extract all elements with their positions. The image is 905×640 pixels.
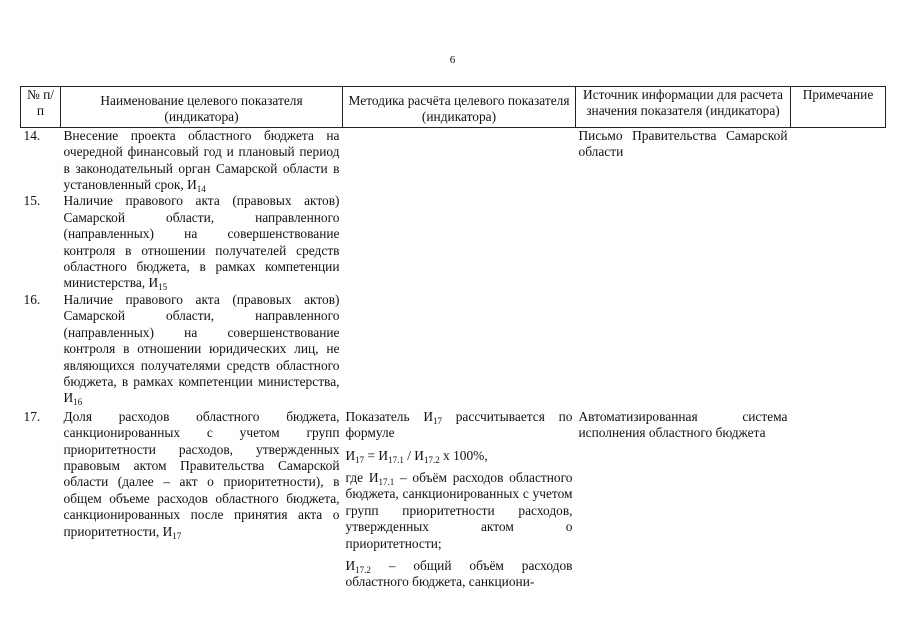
indicators-table	[20, 86, 886, 591]
formula-part: И	[345, 447, 356, 463]
definition-subscript: 17.2	[355, 564, 371, 575]
indicator-subscript: 17	[172, 530, 182, 541]
indicator-name-text: Внесение проекта областного бюджета на очередной финансовый год и плановый период в законодательный орган Самарской области в установленный срок, И	[63, 127, 340, 193]
row-number: 15.	[23, 193, 41, 209]
header-name: Наименование целевого показателя (индикатора)	[61, 87, 343, 128]
definition-text: И	[345, 557, 356, 573]
header-num: № п/п	[21, 87, 61, 128]
header-note: Примечание	[791, 87, 886, 128]
method-definition-2	[346, 558, 573, 591]
method-cell	[343, 292, 576, 407]
formula-part: x 100%,	[439, 447, 488, 463]
indicator-name-text: Доля расходов областного бюджета, санкционированных с учетом групп приоритетности расходов, утвержденных правовым актом Правительства Самарской области (далее – акт о приоритетности), в общем объеме расходов областного бюджета, санкционированных после принятия акта о приоритетности, И	[63, 408, 340, 539]
method-subscript: 17	[433, 415, 442, 426]
header-method: Методика расчёта целевого показателя (индикатора)	[343, 87, 576, 128]
header-source: Источник информации для расчета значения показателя (индикатора)	[576, 87, 791, 128]
indicator-subscript: 14	[196, 184, 206, 195]
indicator-name	[61, 407, 343, 591]
indicator-subscript: 16	[73, 397, 83, 408]
note-cell	[791, 193, 886, 291]
method-formula	[346, 448, 573, 464]
note-cell	[791, 407, 886, 591]
source-cell	[576, 292, 791, 407]
note-cell	[791, 292, 886, 407]
definition-text: – общий объём расходов областного бюджета, санкциони-	[345, 557, 573, 590]
page-number: 6	[449, 54, 456, 66]
method-cell	[343, 407, 576, 591]
row-number: 17.	[23, 408, 41, 424]
method-intro	[346, 409, 573, 442]
formula-part: = И	[364, 447, 389, 463]
table-row	[21, 407, 886, 591]
source-cell	[576, 193, 791, 291]
method-intro-text: Показатель И	[345, 408, 433, 424]
formula-part: / И	[403, 447, 424, 463]
method-cell	[343, 127, 576, 193]
indicator-subscript: 15	[158, 282, 168, 293]
table-header-row	[21, 87, 886, 128]
indicator-name-text: Наличие правового акта (правовых актов) Самарской области, направленного (направленных) на совершенствование контроля в отношении получателей средств областного бюджета, в рамках компетенции министерства, И	[63, 193, 340, 291]
formula-subscript: 17	[355, 454, 365, 465]
formula-subscript: 17.1	[388, 454, 404, 465]
row-number: 16.	[23, 291, 41, 307]
indicator-name	[61, 292, 343, 407]
note-cell	[791, 127, 886, 193]
method-cell	[343, 193, 576, 291]
formula-subscript: 17.2	[423, 454, 440, 465]
row-number: 14.	[23, 127, 41, 143]
source-cell: Письмо Правительства Самарской области	[578, 127, 788, 160]
definition-text: где И	[345, 469, 379, 485]
method-definition-1	[346, 470, 573, 552]
definition-subscript: 17.1	[378, 476, 395, 487]
table-row	[21, 127, 886, 193]
indicator-name	[61, 193, 343, 291]
definition-text: – объём расходов областного бюджета, санкционированных с учетом групп приоритетности расходов, утвержденных актом о приоритетности;	[345, 469, 573, 551]
method-intro-text: рассчитывается по формуле	[345, 408, 573, 441]
indicator-name-text: Наличие правового акта (правовых актов) Самарской области, направленного (направленных) на совершенствование контроля в отношении юридических лиц, не являющихся получателями средств областного бюджета, в рамках компетенции министерства, И	[63, 291, 340, 406]
source-cell: Автоматизированная система исполнения областного бюджета	[578, 408, 788, 441]
table-row	[21, 292, 886, 407]
indicator-name	[61, 127, 343, 193]
table-row	[21, 193, 886, 291]
